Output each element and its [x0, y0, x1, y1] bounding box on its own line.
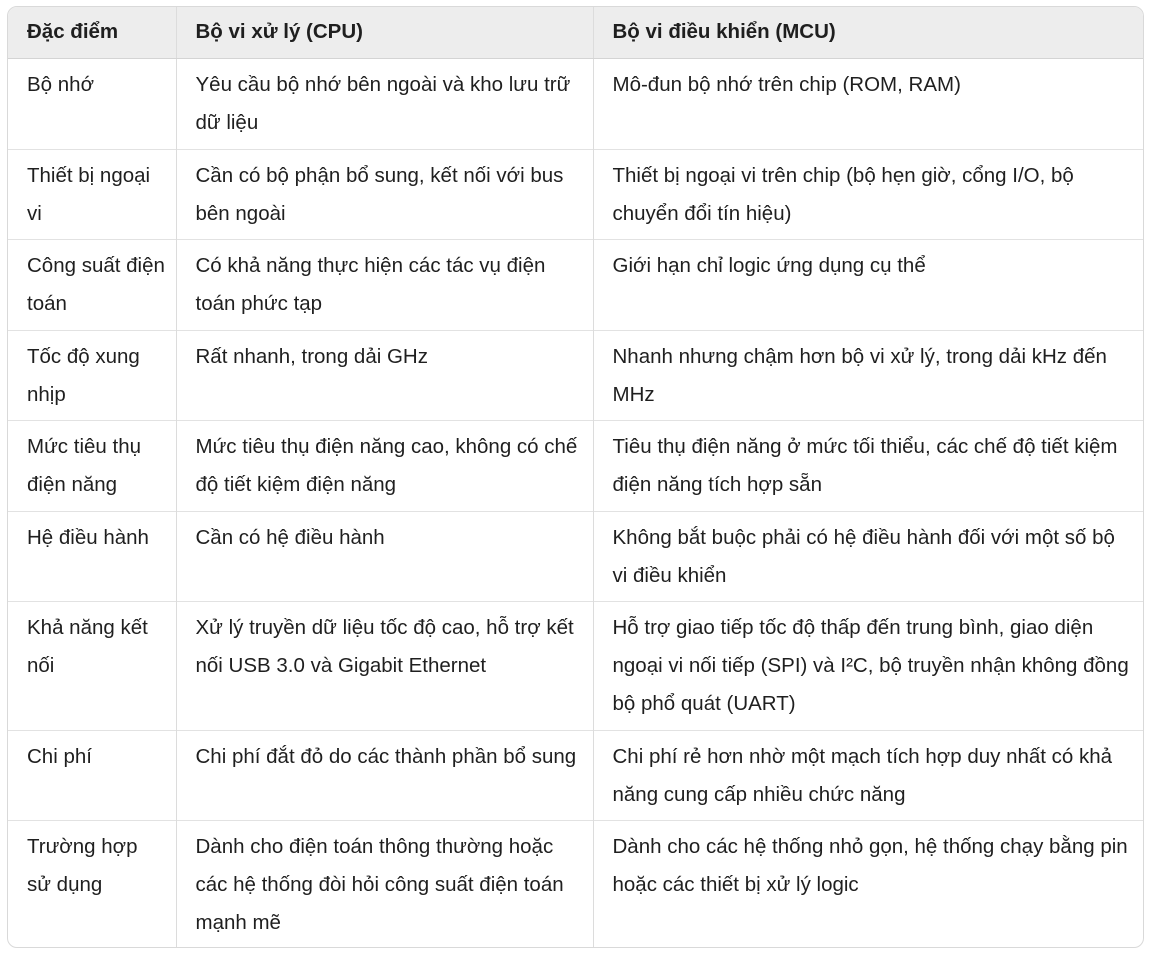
- row-feature-cell: Bộ nhớ: [27, 72, 95, 96]
- comparison-table: [8, 7, 1143, 948]
- row-mcu-cell: Dành cho các hệ thống nhỏ gọn, hệ thống chạy bằng pin hoặc các thiết bị xử lý logic: [593, 820, 1143, 948]
- header-feature: Đặc điểm: [8, 7, 176, 58]
- row-cpu-cell: Dành cho điện toán thông thường hoặc các hệ thống đòi hỏi công suất điện toán mạnh mẽ: [176, 820, 593, 948]
- table-row: [8, 420, 1143, 511]
- row-feature-cell: Trường hợp sử dụng: [8, 820, 176, 948]
- row-cpu-cell: Xử lý truyền dữ liệu tốc độ cao, hỗ trợ kết nối USB 3.0 và Gigabit Ethernet: [176, 601, 593, 730]
- row-cpu-cell: Rất nhanh, trong dải GHz: [176, 330, 593, 420]
- table-row: [8, 239, 1143, 330]
- row-cpu-cell: Mức tiêu thụ điện năng cao, không có chế độ tiết kiệm điện năng: [176, 420, 593, 511]
- row-mcu-cell: Không bắt buộc phải có hệ điều hành đối với một số bộ vi điều khiển: [593, 511, 1143, 601]
- table-row: [8, 330, 1143, 420]
- row-feature-cell: Chi phí: [8, 730, 176, 820]
- row-mcu-cell: Chi phí rẻ hơn nhờ một mạch tích hợp duy nhất có khả năng cung cấp nhiều chức năng: [593, 730, 1143, 820]
- table-header-row: [8, 7, 1143, 58]
- row-feature-cell: Khả năng kết nối: [8, 601, 176, 730]
- row-mcu-cell: Tiêu thụ điện năng ở mức tối thiểu, các chế độ tiết kiệm điện năng tích hợp sẵn: [593, 420, 1143, 511]
- table-row: [8, 58, 1143, 149]
- row-feature-cell: Tốc độ xung nhịp: [8, 330, 176, 420]
- row-cpu-cell: Chi phí đắt đỏ do các thành phần bổ sung: [176, 730, 593, 820]
- row-mcu-cell: Giới hạn chỉ logic ứng dụng cụ thể: [593, 239, 1143, 330]
- row-feature-cell: Công suất điện toán: [8, 239, 176, 330]
- table-row: [8, 601, 1143, 730]
- row-mcu-cell: Mô-đun bộ nhớ trên chip (ROM, RAM): [593, 58, 1143, 149]
- row-feature-cell: Hệ điều hành: [8, 511, 176, 601]
- table-row: [8, 730, 1143, 820]
- comparison-table-container: [7, 6, 1144, 948]
- row-feature-cell: Thiết bị ngoại vi: [8, 149, 176, 239]
- table-row: [8, 149, 1143, 239]
- header-mcu: Bộ vi điều khiển (MCU): [593, 7, 1143, 58]
- row-cpu-cell: Có khả năng thực hiện các tác vụ điện toán phức tạp: [176, 239, 593, 330]
- row-mcu-cell: Hỗ trợ giao tiếp tốc độ thấp đến trung bình, giao diện ngoại vi nối tiếp (SPI) và I²C, bộ truyền nhận không đồng bộ phổ quát (UART): [593, 601, 1143, 730]
- table-row: [8, 511, 1143, 601]
- row-cpu-cell: Cần có hệ điều hành: [176, 511, 593, 601]
- header-cpu: Bộ vi xử lý (CPU): [176, 7, 593, 58]
- row-cpu-cell: Cần có bộ phận bổ sung, kết nối với bus bên ngoài: [176, 149, 593, 239]
- row-cpu-cell: Yêu cầu bộ nhớ bên ngoài và kho lưu trữ dữ liệu: [176, 58, 593, 149]
- row-feature-cell: Mức tiêu thụ điện năng: [8, 420, 176, 511]
- table-row: [8, 820, 1143, 948]
- row-mcu-cell: Thiết bị ngoại vi trên chip (bộ hẹn giờ, cổng I/O, bộ chuyển đổi tín hiệu): [593, 149, 1143, 239]
- row-mcu-cell: Nhanh nhưng chậm hơn bộ vi xử lý, trong dải kHz đến MHz: [593, 330, 1143, 420]
